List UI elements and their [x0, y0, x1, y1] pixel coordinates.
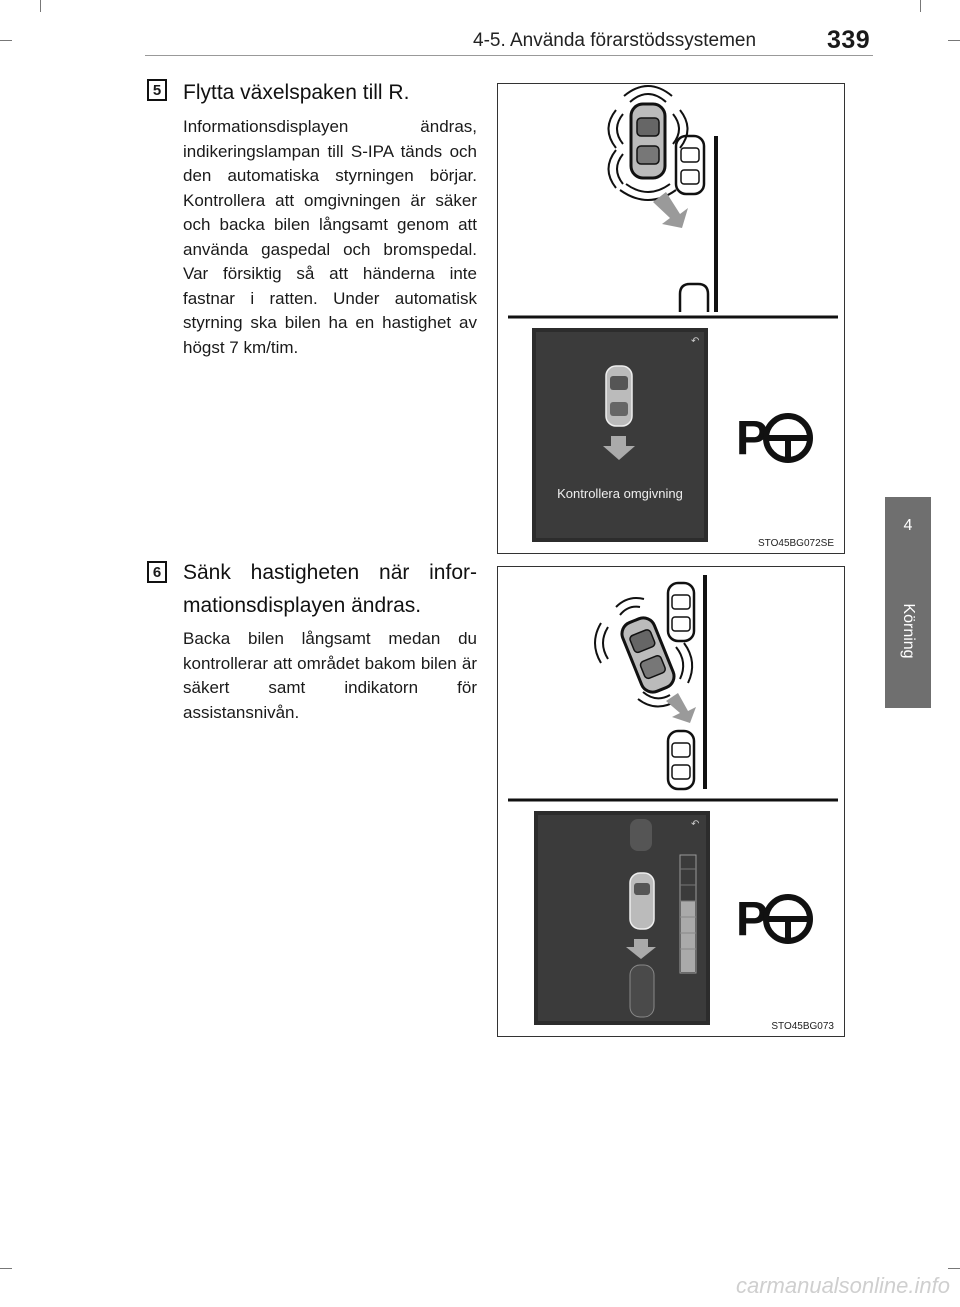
header-divider: [145, 55, 873, 56]
direction-arrow-icon: [666, 693, 696, 723]
parking-letter: P: [736, 412, 769, 465]
figure-code: STO45BG073: [771, 1021, 834, 1032]
figure-code: STO45BG072SE: [758, 538, 834, 549]
display-message: Kontrollera omgivning: [557, 486, 683, 501]
parking-scene-illustration: [498, 567, 844, 1036]
figure-illustration: [497, 566, 845, 1037]
chapter-number: 4: [903, 517, 913, 534]
parked-car-icon: [680, 284, 708, 312]
parked-car-icon: [668, 583, 694, 641]
step-title: Sänk hastigheten när informationsdisplayen ändras.: [183, 561, 477, 617]
parking-letter: P: [736, 893, 769, 946]
crop-mark: [920, 0, 921, 12]
multi-information-display: [534, 811, 710, 1025]
step-number-badge: 6: [147, 561, 167, 583]
crop-mark: [0, 40, 12, 41]
parking-scene-illustration: [498, 84, 844, 553]
chapter-title: Körning: [900, 603, 917, 659]
watermark: carmanualsonline.info: [735, 1273, 950, 1298]
step-title: Flytta växelspaken till R.: [183, 81, 410, 104]
step-number-badge: 5: [147, 79, 167, 101]
parking-assist-icon: [736, 893, 810, 946]
parking-assist-icon: [736, 412, 810, 465]
multi-information-display: [532, 328, 708, 542]
parked-car-icon: [676, 136, 704, 194]
section-heading: 4-5. Använda förarstödssystemen: [473, 30, 757, 51]
crop-mark: [0, 1268, 12, 1269]
figure-illustration: [497, 83, 845, 554]
parked-car-icon: [668, 731, 694, 789]
direction-arrow-icon: [653, 192, 688, 228]
step-body: Informationsdisplayen ändras, indikeringslampan till S-IPA tänds och den automatiska styrningen börjar. Kontrollera att omgivningen är säker och backa bilen långsamt genom att använda gaspedal och bromspedal. Var försiktig så att händerna inte fastnar i ratten. Under automatisk styrning ska bilen ha en hastighet av högst 7 km/tim.: [183, 117, 477, 357]
reversing-car-icon: [631, 104, 665, 178]
step-body: Backa bilen långsamt medan du kontrollerar att området bakom bilen är säkert samt indikatorn för assistansnivån.: [183, 629, 477, 722]
crop-mark: [948, 40, 960, 41]
crop-mark: [40, 0, 41, 12]
svg-text:↶: ↶: [691, 336, 700, 347]
chapter-tab: [885, 497, 931, 708]
page-number: 339: [827, 26, 871, 54]
svg-text:↶: ↶: [691, 819, 700, 830]
crop-mark: [948, 1268, 960, 1269]
